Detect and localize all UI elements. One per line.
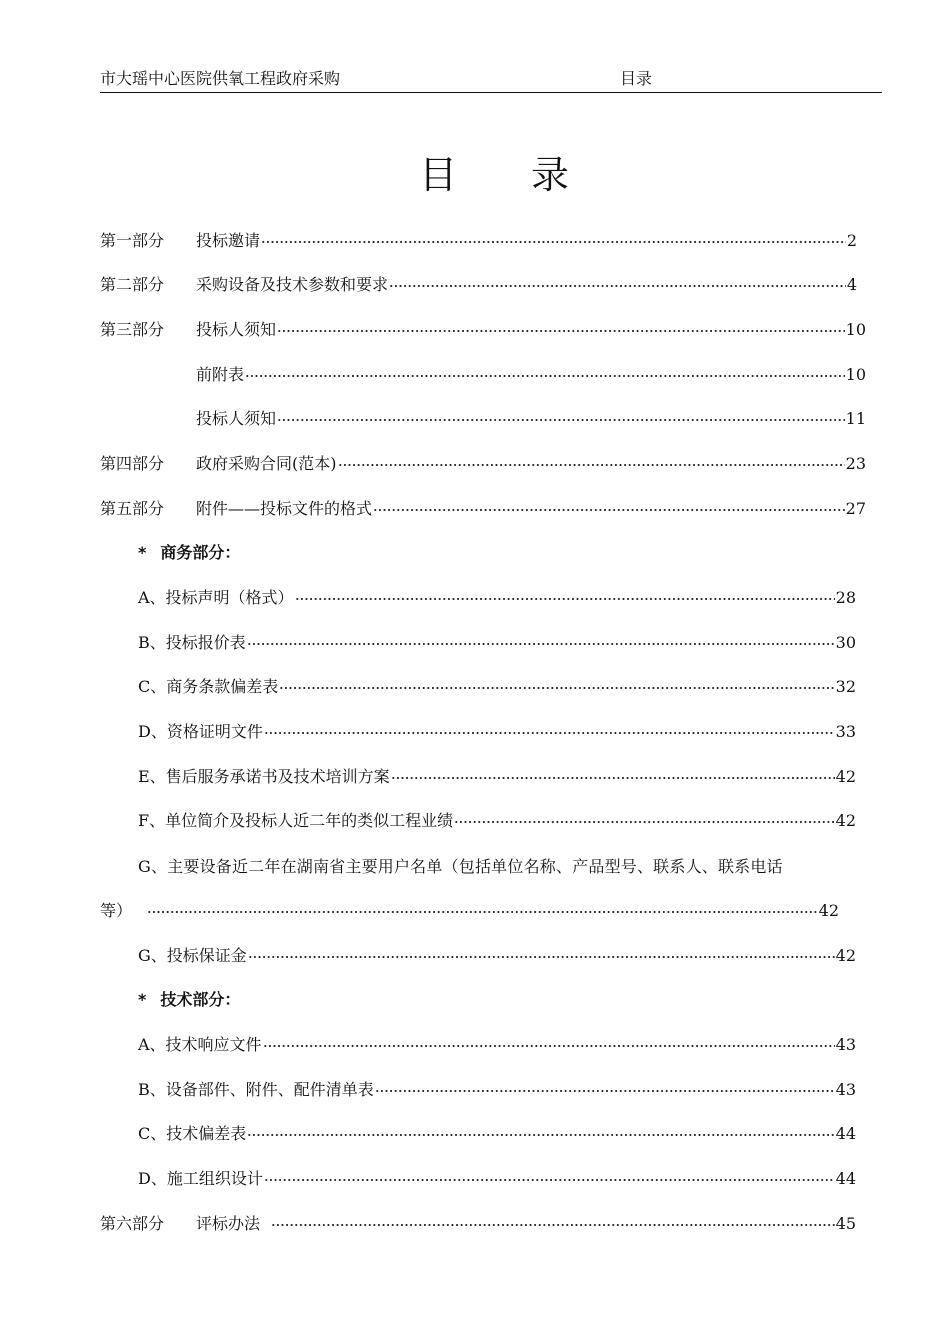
- toc-entry[interactable]: [138, 809, 856, 833]
- toc-entry[interactable]: [100, 407, 866, 431]
- page-title-char-2: 录: [531, 153, 571, 197]
- toc-page-number: 42: [835, 811, 856, 830]
- toc-page-number: 42: [818, 901, 839, 920]
- section-heading-label: 商务部分：: [160, 543, 241, 562]
- toc-entry-title: 政府采购合同(范本): [196, 454, 337, 473]
- toc-entry[interactable]: [138, 675, 856, 699]
- toc-entry[interactable]: [138, 1122, 856, 1146]
- dot-leader: [375, 1090, 835, 1092]
- toc-page-number: 43: [835, 1035, 856, 1054]
- toc-page-number: 10: [845, 320, 866, 339]
- toc-page-number: 42: [835, 946, 856, 965]
- dot-leader: [264, 732, 835, 734]
- dot-leader: [277, 330, 845, 332]
- toc-entry-title: 投标人须知: [196, 409, 277, 428]
- page-title-char-1: 目: [419, 153, 459, 197]
- dot-leader: [247, 643, 835, 645]
- toc-entry-title: B、投标报价表: [138, 633, 246, 652]
- toc-page-number: 27: [845, 499, 866, 518]
- toc-entry-title: E、售后服务承诺书及技术培训方案: [138, 767, 390, 786]
- toc-page-number: 44: [835, 1169, 856, 1188]
- toc-entry[interactable]: [138, 1167, 856, 1191]
- dot-leader: [295, 598, 835, 600]
- toc-part-label: 第二部分: [100, 275, 165, 294]
- dot-leader: [261, 241, 846, 243]
- toc-entry[interactable]: [100, 318, 866, 342]
- toc-page-number: 4: [846, 275, 857, 294]
- toc-page-number: 32: [835, 677, 856, 696]
- header-section-title: 目录: [620, 69, 653, 88]
- dot-leader: [277, 419, 845, 421]
- toc-entry-title: F、单位简介及投标人近二年的类似工程业绩: [138, 811, 454, 830]
- dot-leader: [279, 687, 834, 689]
- toc-part-label: 第四部分: [100, 454, 165, 473]
- page-header: [100, 68, 882, 93]
- dot-leader: [271, 1224, 835, 1226]
- toc-page-number: 2: [846, 231, 857, 250]
- toc-part-label: 第一部分: [100, 231, 165, 250]
- toc-entry[interactable]: [138, 586, 856, 610]
- dot-leader: [373, 509, 845, 511]
- section-heading-business: [138, 541, 240, 565]
- page-title: [0, 150, 950, 200]
- toc-page-number: 30: [835, 633, 856, 652]
- toc-part-label: 第三部分: [100, 320, 165, 339]
- toc-entry[interactable]: [138, 1033, 856, 1057]
- toc-entry[interactable]: [100, 452, 866, 476]
- dot-leader: [248, 956, 835, 958]
- toc-entry-title: 采购设备及技术参数和要求: [196, 275, 389, 294]
- toc-page-number: 43: [835, 1080, 856, 1099]
- toc-entry[interactable]: [100, 899, 839, 923]
- toc-entry-title: D、资格证明文件: [138, 722, 263, 741]
- asterisk-icon: *: [138, 990, 147, 1009]
- toc-entry[interactable]: [100, 229, 857, 253]
- toc-page-number: 28: [835, 588, 856, 607]
- dot-leader: [454, 821, 835, 823]
- toc-entry-title: A、投标声明（格式）: [138, 588, 294, 607]
- toc-entry-title: G、投标保证金: [138, 946, 247, 965]
- toc-entry-title: A、技术响应文件: [138, 1035, 262, 1054]
- dot-leader: [338, 464, 845, 466]
- toc-page-number: 11: [845, 409, 866, 428]
- toc-entry[interactable]: [138, 944, 856, 968]
- toc-entry[interactable]: [100, 1212, 856, 1236]
- toc-entry-title: C、商务条款偏差表: [138, 677, 279, 696]
- toc-part-label: 第五部分: [100, 499, 165, 518]
- toc-entry-title: D、施工组织设计: [138, 1169, 263, 1188]
- toc-entry[interactable]: [138, 631, 856, 655]
- toc-page-number: 33: [835, 722, 856, 741]
- toc-page-number: 10: [845, 365, 866, 384]
- dot-leader: [147, 911, 818, 913]
- toc-entry-title: C、技术偏差表: [138, 1124, 247, 1143]
- toc-entry[interactable]: [138, 1078, 856, 1102]
- toc-entry[interactable]: [100, 363, 866, 387]
- toc-entry-title: 附件——投标文件的格式: [196, 499, 373, 518]
- asterisk-icon: *: [138, 543, 147, 562]
- toc-entry[interactable]: [138, 720, 856, 744]
- section-heading-label: 技术部分：: [160, 990, 241, 1009]
- toc-entry-title-line-1[interactable]: G、主要设备近二年在湖南省主要用户名单（包括单位名称、产品型号、联系人、联系电话: [138, 857, 783, 876]
- toc-entry[interactable]: [100, 273, 857, 297]
- toc-entry-title: B、设备部件、附件、配件清单表: [138, 1080, 374, 1099]
- toc-entry-title: 前附表: [196, 365, 245, 384]
- toc-entry-title-line-2: 等）: [100, 901, 133, 920]
- section-heading-technical: [138, 988, 240, 1012]
- dot-leader: [389, 285, 846, 287]
- toc-page-number: 44: [835, 1124, 856, 1143]
- toc-entry-title: 投标人须知: [196, 320, 277, 339]
- toc-entry[interactable]: [100, 497, 866, 521]
- dot-leader: [391, 777, 835, 779]
- toc-entry[interactable]: [138, 765, 856, 789]
- toc-page-number: 42: [835, 767, 856, 786]
- dot-leader: [245, 375, 845, 377]
- toc-page-number: 45: [835, 1214, 856, 1233]
- toc-entry-title: 投标邀请: [196, 231, 261, 250]
- toc-part-label: 第六部分: [100, 1214, 165, 1233]
- toc-entry-title: 评标办法: [196, 1214, 261, 1233]
- dot-leader: [247, 1134, 834, 1136]
- header-document-title: 市大瑶中心医院供氧工程政府采购: [100, 69, 341, 88]
- toc-page-number: 23: [845, 454, 866, 473]
- dot-leader: [263, 1045, 835, 1047]
- dot-leader: [264, 1179, 835, 1181]
